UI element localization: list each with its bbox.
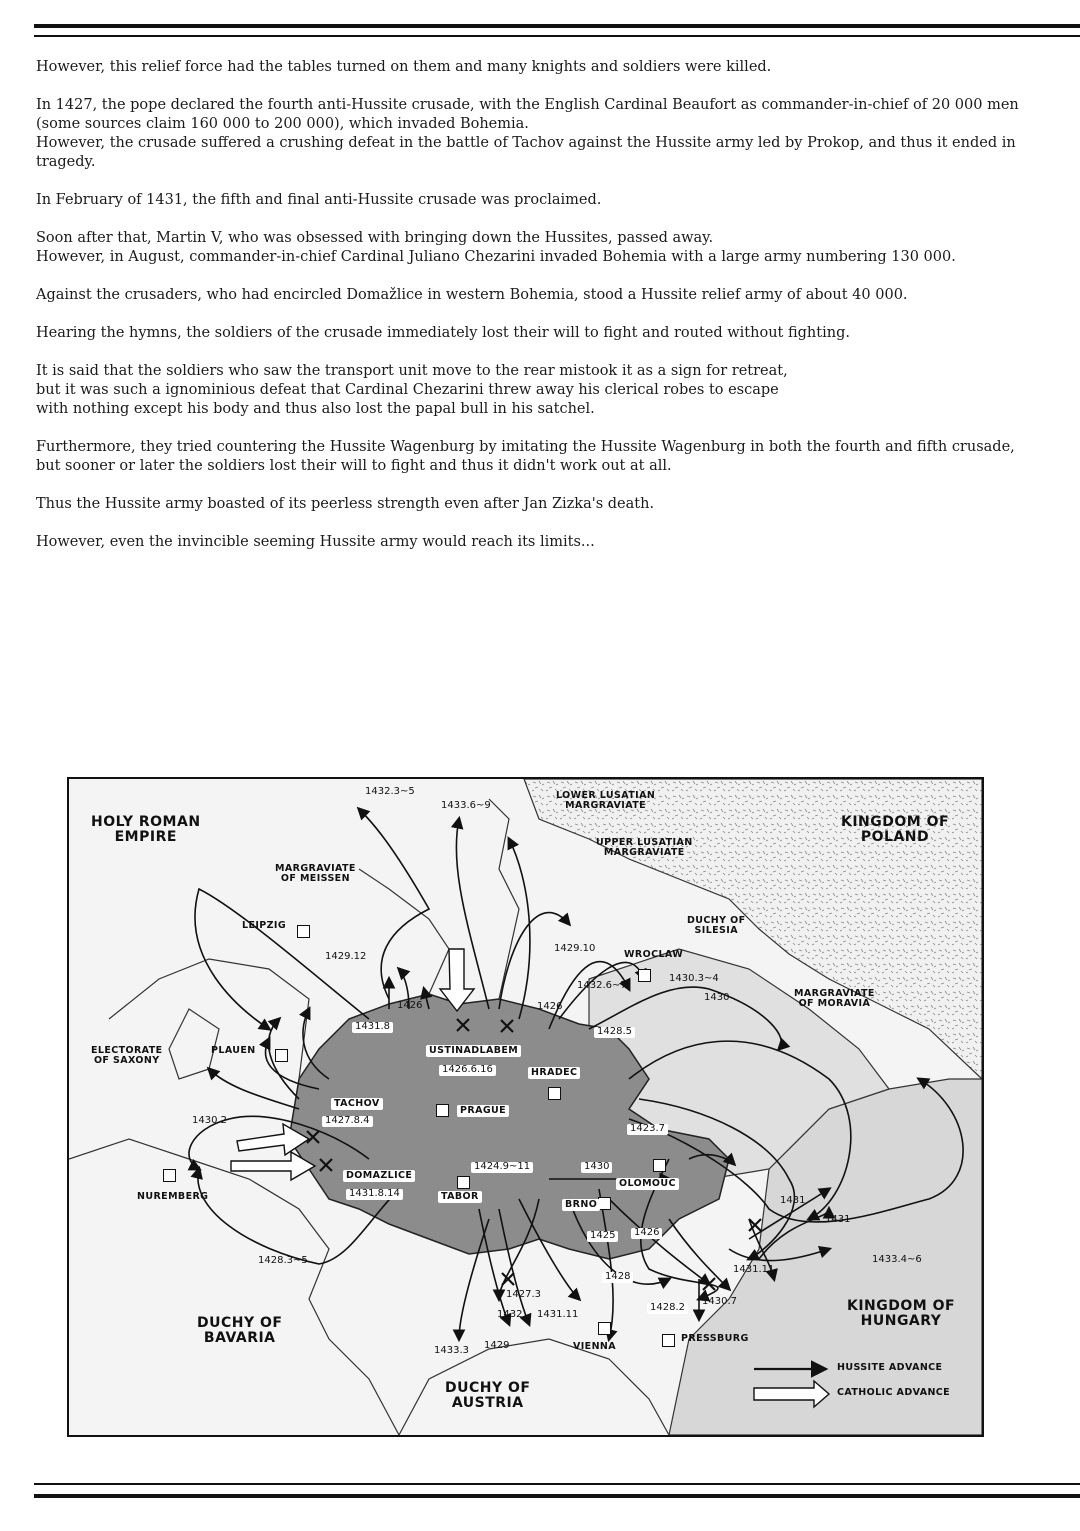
article-line: In 1427, the pope declared the fourth anti-Hussite crusade, with the English Cardinal Beaufort as commander-in-chief of 20 000 men (some sources claim 160 000 to 200 000), which invaded Bohemia. bbox=[36, 97, 1019, 132]
olomouc-marker bbox=[653, 1159, 666, 1172]
bottom-rule-thick bbox=[34, 1494, 1080, 1498]
article-line: Furthermore, they tried countering the Hussite Wagenburg by imitating the Hussite Wagenburg in both the fourth and fifth crusade, but sooner or later the soldiers lost their will to fight and thus it didn't work out at all. bbox=[36, 439, 1015, 474]
nuremberg-label: NUREMBERG bbox=[137, 1191, 209, 1202]
date-label: 1430.2 bbox=[192, 1115, 227, 1126]
date-label: 1426 bbox=[537, 1001, 563, 1012]
date-label: 1428.2 bbox=[647, 1303, 688, 1314]
moravia-label: MARGRAVIATE OF MORAVIA bbox=[794, 988, 875, 1009]
meissen-label: MARGRAVIATE OF MEISSEN bbox=[275, 863, 356, 884]
nuremberg-marker bbox=[163, 1169, 176, 1182]
top-rule-thick bbox=[34, 24, 1080, 28]
article-line: Hearing the hymns, the soldiers of the crusade immediately lost their will to fight and routed without fighting. bbox=[36, 325, 850, 341]
wroclaw-marker bbox=[638, 969, 651, 982]
date-label: 1432.6~7 bbox=[577, 980, 627, 991]
leipzig-label: LEIPZIG bbox=[242, 920, 287, 931]
date-label: 1431.11 bbox=[537, 1309, 579, 1320]
article-paragraph bbox=[36, 229, 1036, 267]
olomouc-label: OLOMOUC bbox=[616, 1178, 679, 1190]
article-line: However, the crusade suffered a crushing defeat in the battle of Tachov against the Hussite army led by Prokop, and thus it ended in tragedy. bbox=[36, 135, 1016, 170]
saxony-label: ELECTORATE OF SAXONY bbox=[91, 1045, 163, 1066]
article-line: Against the crusaders, who had encircled Domažlice in western Bohemia, stood a Hussite relief army of about 40 000. bbox=[36, 287, 908, 303]
article-paragraph bbox=[36, 96, 1036, 172]
lower-lusatia-label: LOWER LUSATIAN MARGRAVIATE bbox=[556, 790, 656, 811]
pressburg-label: PRESSBURG bbox=[681, 1333, 749, 1344]
article-line: However, this relief force had the tables turned on them and many knights and soldiers were killed. bbox=[36, 59, 772, 75]
hungary-label: KINGDOM OF HUNGARY bbox=[847, 1298, 956, 1329]
date-label: 1433.4~6 bbox=[872, 1254, 922, 1265]
leipzig-marker bbox=[297, 925, 310, 938]
date-label: 1428.3~5 bbox=[258, 1255, 308, 1266]
date-label: 1433.3 bbox=[434, 1345, 469, 1356]
ustinadlabem-date: 1426.6.16 bbox=[439, 1065, 496, 1076]
tabor-label: TABOR bbox=[438, 1191, 482, 1203]
domazlice-label: DOMAZLICE bbox=[343, 1170, 415, 1182]
date-label: 1427.3 bbox=[506, 1289, 541, 1300]
date-label: 1431 bbox=[780, 1195, 806, 1206]
hradec-marker bbox=[548, 1087, 561, 1100]
date-label: 1433.6~9 bbox=[441, 800, 491, 811]
tabor-marker bbox=[457, 1176, 470, 1189]
pressburg-marker bbox=[662, 1334, 675, 1347]
date-label: 1423.7 bbox=[627, 1124, 668, 1135]
date-label: 1432 bbox=[497, 1309, 523, 1320]
tachov-date: 1427.8.4 bbox=[322, 1116, 373, 1127]
article-paragraph bbox=[36, 495, 1036, 514]
hradec-label: HRADEC bbox=[528, 1067, 580, 1079]
date-label: 1428 bbox=[602, 1272, 633, 1283]
hussite-wars-map bbox=[67, 777, 984, 1437]
article-line: but it was such a ignominious defeat that Cardinal Chezarini threw away his clerical robes to escape bbox=[36, 382, 779, 398]
article-paragraph bbox=[36, 286, 1036, 305]
date-label: 1430.7 bbox=[702, 1296, 737, 1307]
date-label: 1431.11 bbox=[733, 1264, 775, 1275]
article-paragraph bbox=[36, 191, 1036, 210]
date-label: 1429 bbox=[484, 1340, 510, 1351]
article-line: Soon after that, Martin V, who was obsessed with bringing down the Hussites, passed away. bbox=[36, 230, 714, 246]
legend-hussite-label: HUSSITE ADVANCE bbox=[837, 1362, 943, 1373]
silesia-label: DUCHY OF SILESIA bbox=[687, 915, 746, 936]
date-label: 1431.8 bbox=[352, 1022, 393, 1033]
article-line: In February of 1431, the fifth and final anti-Hussite crusade was proclaimed. bbox=[36, 192, 602, 208]
date-label: 1431 bbox=[825, 1214, 851, 1225]
article-paragraph bbox=[36, 324, 1036, 343]
ustinadlabem-label: USTINADLABEM bbox=[426, 1045, 521, 1057]
date-label: 1425 bbox=[587, 1231, 618, 1242]
date-label: 1426 bbox=[397, 1000, 423, 1011]
date-label: 1432.3~5 bbox=[365, 786, 415, 797]
hre-label: HOLY ROMAN EMPIRE bbox=[91, 814, 201, 845]
bottom-rule-thin bbox=[34, 1483, 1080, 1485]
austria-label: DUCHY OF AUSTRIA bbox=[445, 1380, 531, 1411]
date-label: 1424.9~11 bbox=[471, 1162, 533, 1173]
vienna-label: VIENNA bbox=[573, 1341, 617, 1352]
article-line: with nothing except his body and thus also lost the papal bull in his satchel. bbox=[36, 401, 595, 417]
upper-lusatia-label: UPPER LUSATIAN MARGRAVIATE bbox=[596, 837, 693, 858]
domazlice-date: 1431.8.14 bbox=[346, 1189, 403, 1200]
article-line: However, even the invincible seeming Hussite army would reach its limits... bbox=[36, 534, 595, 550]
date-label: 1428.5 bbox=[594, 1027, 635, 1038]
article-paragraph bbox=[36, 58, 1036, 77]
date-label: 1430.3~4 bbox=[669, 973, 719, 984]
legend-catholic-label: CATHOLIC ADVANCE bbox=[837, 1387, 951, 1398]
article-paragraph bbox=[36, 533, 1036, 552]
article-paragraph bbox=[36, 362, 1036, 419]
date-label: 1426 bbox=[631, 1228, 662, 1239]
brno-label: BRNO bbox=[562, 1199, 600, 1211]
bavaria-label: DUCHY OF BAVARIA bbox=[197, 1315, 283, 1346]
wroclaw-label: WROCLAW bbox=[624, 949, 684, 960]
date-label: 1429.12 bbox=[325, 951, 367, 962]
prague-marker bbox=[436, 1104, 449, 1117]
tachov-label: TACHOV bbox=[331, 1098, 383, 1110]
date-label: 1430 bbox=[581, 1162, 612, 1173]
date-label: 1429.10 bbox=[554, 943, 596, 954]
article-line: However, in August, commander-in-chief Cardinal Juliano Chezarini invaded Bohemia with a large army numbering 130 000. bbox=[36, 249, 956, 265]
date-label: 1430 bbox=[704, 992, 730, 1003]
vienna-marker bbox=[598, 1322, 611, 1335]
poland-label: KINGDOM OF POLAND bbox=[841, 814, 950, 845]
article-text bbox=[36, 58, 1036, 571]
plauen-marker bbox=[275, 1049, 288, 1062]
article-line: It is said that the soldiers who saw the transport unit move to the rear mistook it as a sign for retreat, bbox=[36, 363, 788, 379]
top-rule-thin bbox=[34, 35, 1080, 37]
prague-label: PRAGUE bbox=[457, 1105, 509, 1117]
article-line: Thus the Hussite army boasted of its peerless strength even after Jan Zizka's death. bbox=[36, 496, 655, 512]
plauen-label: PLAUEN bbox=[211, 1045, 256, 1056]
article-paragraph bbox=[36, 438, 1036, 476]
